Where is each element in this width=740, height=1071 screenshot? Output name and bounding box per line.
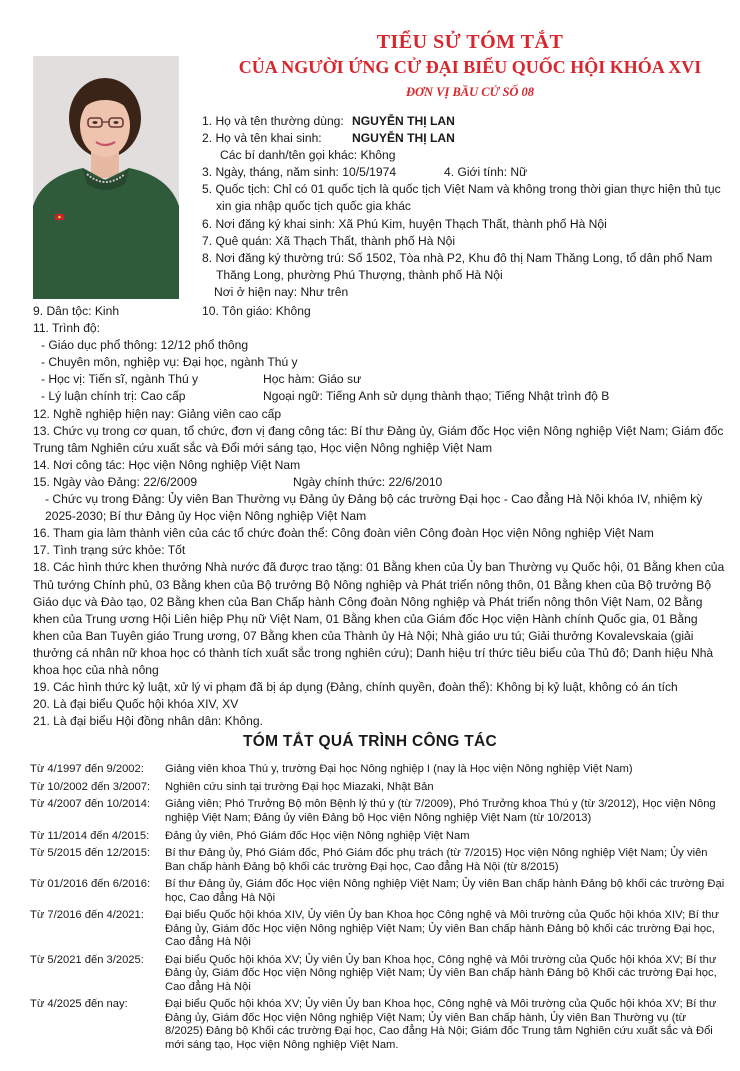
career-item — [30, 998, 726, 1052]
workplace-line: 14. Nơi công tác: Học viện Nông nghiệp Việt Nam — [33, 457, 301, 472]
permanent-residence-line: 8. Nơi đăng ký thường trú: Số 1502, Tòa nhà P2, Khu đô thị Nam Thăng Long, tổ dân phố Nam Thăng Long, phường Phú Thượng, thành phố Hà Nội — [202, 250, 713, 282]
career-period: Từ 10/2002 đến 3/2007: — [30, 780, 151, 793]
discipline-line: 19. Các hình thức kỷ luật, xử lý vi phạm đã bị áp dụng (Đảng, chính quyền, đoàn thể): Không bị kỷ luật, không có án tích — [33, 680, 678, 695]
common-name-label: 1. Họ và tên thường dùng: — [202, 114, 344, 128]
awards-line: 18. Các hình thức khen thưởng Nhà nước đã được trao tặng: 01 Bằng khen của Ủy ban Thường vụ Quốc hội, 01 Bằng khen của Thủ tướng Chính phủ, 03 Bằng khen của Bộ trưởng Bộ Nông nghiệp và Phát triển nông thôn, 01 Bằng khen của Bộ trưởng Bộ Giáo dục và Đào tạo, 02 Bằng khen của Ban Chấp hành Công đoàn Nông nghiệp và Phát triển nông thôn Việt Nam, 02 Bằng khen của Trung ương Hội Liên hiệp Phụ nữ Việt Nam, 01 Bằng khen của Giám đốc Học viện Hành chính Quốc gia, 01 Bằng khen của Ban Tuyên giáo Trung ương, 07 Bằng khen của Thành ủy Hà Nội; Nhà giáo ưu tú; Giải thưởng Kovalevskaia (giải thưởng cá nhân nữ khoa học có thành tích xuất sắc trong nghiên cứu); Danh hiệu trí thức tiêu biểu của Thủ đô; Danh hiệu Nhà khoa học của nhà nông — [33, 560, 725, 677]
career-period: Từ 5/2015 đến 12/2015: — [30, 847, 151, 860]
degree: - Học vị: Tiến sĩ, ngành Thú y — [41, 372, 199, 387]
career-description: Đại biểu Quốc hội khóa XV; Ủy viên Ủy ban Khoa học, Công nghệ và Môi trường của Quốc hội khóa XV; Bí thư Đảng ủy, Giám đốc Học viện Nông nghiệp Việt Nam; Ủy viên Ban chấp hành, Ủy viên Ban Thường vụ (từ 8/2025) Đảng bộ Khối các trường Đại học, Cao đẳng Hà Nội; Giám đốc Trung tâm Nghiên cứu xuất sắc và Đổi mới sáng tạo, Học viện Nông nghiệp Việt Nam. — [165, 998, 717, 1051]
birth-date: 3. Ngày, tháng, năm sinh: 10/5/1974 — [202, 165, 397, 180]
party-join-date: 15. Ngày vào Đảng: 22/6/2009 — [33, 474, 198, 489]
info-line-9-10 — [33, 303, 725, 320]
political-theory: - Lý luận chính trị: Cao cấp — [41, 389, 186, 404]
gender: 4. Giới tính: Nữ — [444, 165, 528, 180]
career-description: Bí thư Đảng ủy, Giám đốc Học viện Nông nghiệp Việt Nam; Ủy viên Ban chấp hành Đảng bộ khối các trường Đại học, Cao đẳng Hà Nội — [165, 878, 725, 904]
career-period: Từ 4/1997 đến 9/2002: — [30, 763, 144, 775]
info-line-1 — [202, 113, 724, 130]
party-position-line: - Chức vụ trong Đảng: Ủy viên Ban Thường vụ Đảng ủy Đảng bộ các trường Đại học - Cao đẳng Hà Nội khóa IV, nhiệm kỳ 2025-2030; Bí thư Đảng ủy Học viện Nông nghiệp Việt Nam — [45, 492, 703, 524]
career-section-title: TÓM TẮT QUÁ TRÌNH CÔNG TÁC — [242, 733, 498, 750]
career-item — [30, 954, 726, 994]
na-deputy-line: 20. Là đại biểu Quốc hội khóa XIV, XV — [33, 697, 239, 712]
current-residence-line: Nơi ở hiện nay: Như trên — [214, 284, 349, 299]
career-item — [30, 781, 726, 794]
personal-info-main — [33, 303, 725, 730]
ethnicity: 9. Dân tộc: Kinh — [33, 304, 120, 318]
document-header — [200, 30, 740, 100]
birth-name-label: 2. Họ và tên khai sinh: — [202, 131, 322, 146]
academic-title: Học hàm: Giáo sư — [263, 372, 362, 387]
document-title: TIỂU SỬ TÓM TẮT — [376, 31, 564, 53]
career-period: Từ 4/2025 đến nay: — [30, 998, 128, 1011]
career-item — [30, 847, 726, 874]
occupation-line: 12. Nghề nghiệp hiện nay: Giảng viên cao cấp — [33, 406, 282, 421]
career-list — [30, 763, 726, 1056]
career-item — [30, 878, 726, 905]
specialization: - Chuyên môn, nghiệp vụ: Đại học, ngành Thú y — [41, 355, 298, 370]
career-description: Đại biểu Quốc hội khóa XIV, Ủy viên Ủy ban Khoa học Công nghệ và Môi trường của Quốc hội khóa XIV; Bí thư Đảng ủy, Giám đốc Học viện Nông nghiệp Việt Nam; Ủy viên Ban chấp hành Đảng bộ khối các trường Đại học, Cao đẳng Hà Nội — [165, 909, 719, 949]
council-deputy-line: 21. Là đại biểu Hội đồng nhân dân: Không. — [33, 714, 263, 729]
career-description: Giảng viên; Phó Trưởng Bộ môn Bệnh lý thú y (từ 7/2009), Phó Trưởng khoa Thú y (từ 3/2012), Học viện Nông nghiệp Việt Nam; Đảng ủy viên Đảng bộ Học viện Nông nghiệp Việt Nam (từ 10/2013) — [165, 798, 716, 824]
career-period: Từ 01/2016 đến 6/2016: — [30, 878, 151, 891]
birth-registration-line: 6. Nơi đăng ký khai sinh: Xã Phú Kim, huyện Thạch Thất, thành phố Hà Nội — [202, 216, 607, 231]
info-line-2 — [202, 130, 724, 147]
career-description: Đảng ủy viên, Phó Giám đốc Học viện Nông nghiệp Việt Nam — [165, 829, 470, 842]
portrait-image — [33, 56, 179, 299]
general-education: - Giáo dục phổ thông: 12/12 phổ thông — [41, 338, 249, 353]
info-line-3-4 — [202, 164, 724, 181]
career-item — [30, 763, 726, 776]
education-heading: 11. Trình độ: — [33, 321, 101, 336]
organizations-line: 16. Tham gia làm thành viên của các tổ chức đoàn thể: Công đoàn viên Công đoàn Học viện Nông nghiệp Việt Nam — [33, 526, 654, 541]
position-line: 13. Chức vụ trong cơ quan, tổ chức, đơn vị đang công tác: Bí thư Đảng ủy, Giám đốc Học viện Nông nghiệp Việt Nam; Giám đốc Trung tâm Nghiên cứu xuất sắc và Đổi mới sáng tạo, Học viện Nông nghiệp Việt Nam — [33, 423, 724, 455]
career-period: Từ 7/2016 đến 4/2021: — [30, 909, 144, 922]
electoral-unit: ĐƠN VỊ BẦU CỬ SỐ 08 — [405, 85, 535, 99]
birth-name-value: NGUYỄN THỊ LAN — [352, 131, 455, 146]
career-item — [30, 830, 726, 843]
career-item — [30, 798, 726, 825]
foreign-languages: Ngoại ngữ: Tiếng Anh sử dụng thành thạo; Tiếng Nhật trình độ B — [263, 389, 610, 404]
common-name-value: NGUYỄN THỊ LAN — [352, 114, 455, 128]
nationality-line: 5. Quốc tịch: Chỉ có 01 quốc tịch là quốc tịch Việt Nam và không trong thời gian thực hiện thủ tục xin gia nhập quốc tịch quốc gia khác — [202, 182, 721, 214]
career-description: Bí thư Đảng ủy, Phó Giám đốc, Phó Giám đốc phụ trách (từ 7/2015) Học viện Nông nghiệp Việt Nam; Ủy viên Ban chấp hành Đảng bộ khối các trường Đại học, Cao đẳng Hà Nội (từ 8/2015) — [165, 847, 708, 873]
career-description: Giảng viên khoa Thú y, trường Đại học Nông nghiệp I (nay là Học viện Nông nghiệp Việt Nam) — [165, 763, 633, 775]
alias-line: Các bí danh/tên gọi khác: Không — [220, 148, 396, 163]
degree-line — [33, 371, 725, 388]
career-description: Đại biểu Quốc hội khóa XV; Ủy viên Ủy ban Khoa học, Công nghệ và Môi trường của Quốc hội khóa XV; Bí thư Đảng ủy, Giám đốc Học viện Nông nghiệp Việt Nam; Ủy viên Ban chấp hành Đảng bộ Khối các trường Đại học, Cao đẳng Hà Nội — [165, 953, 717, 993]
career-item — [30, 909, 726, 949]
party-join-line — [33, 474, 725, 491]
religion: 10. Tôn giáo: Không — [202, 304, 311, 318]
hometown-line: 7. Quê quán: Xã Thạch Thất, thành phố Hà Nội — [202, 233, 456, 248]
career-period: Từ 11/2014 đến 4/2015: — [30, 829, 150, 842]
career-description: Nghiên cứu sinh tại trường Đại học Miazaki, Nhật Bản — [165, 780, 434, 793]
document-subtitle: CỦA NGƯỜI ỨNG CỬ ĐẠI BIỂU QUỐC HỘI KHÓA XVI — [238, 57, 702, 77]
party-official-date: Ngày chính thức: 22/6/2010 — [293, 474, 443, 489]
politics-language-line — [33, 388, 725, 405]
portrait-photo — [33, 56, 179, 299]
career-period: Từ 5/2021 đến 3/2025: — [30, 953, 144, 966]
health-line: 17. Tình trạng sức khỏe: Tốt — [33, 543, 186, 558]
career-period: Từ 4/2007 đến 10/2014: — [30, 798, 151, 811]
personal-info-top — [202, 113, 724, 301]
